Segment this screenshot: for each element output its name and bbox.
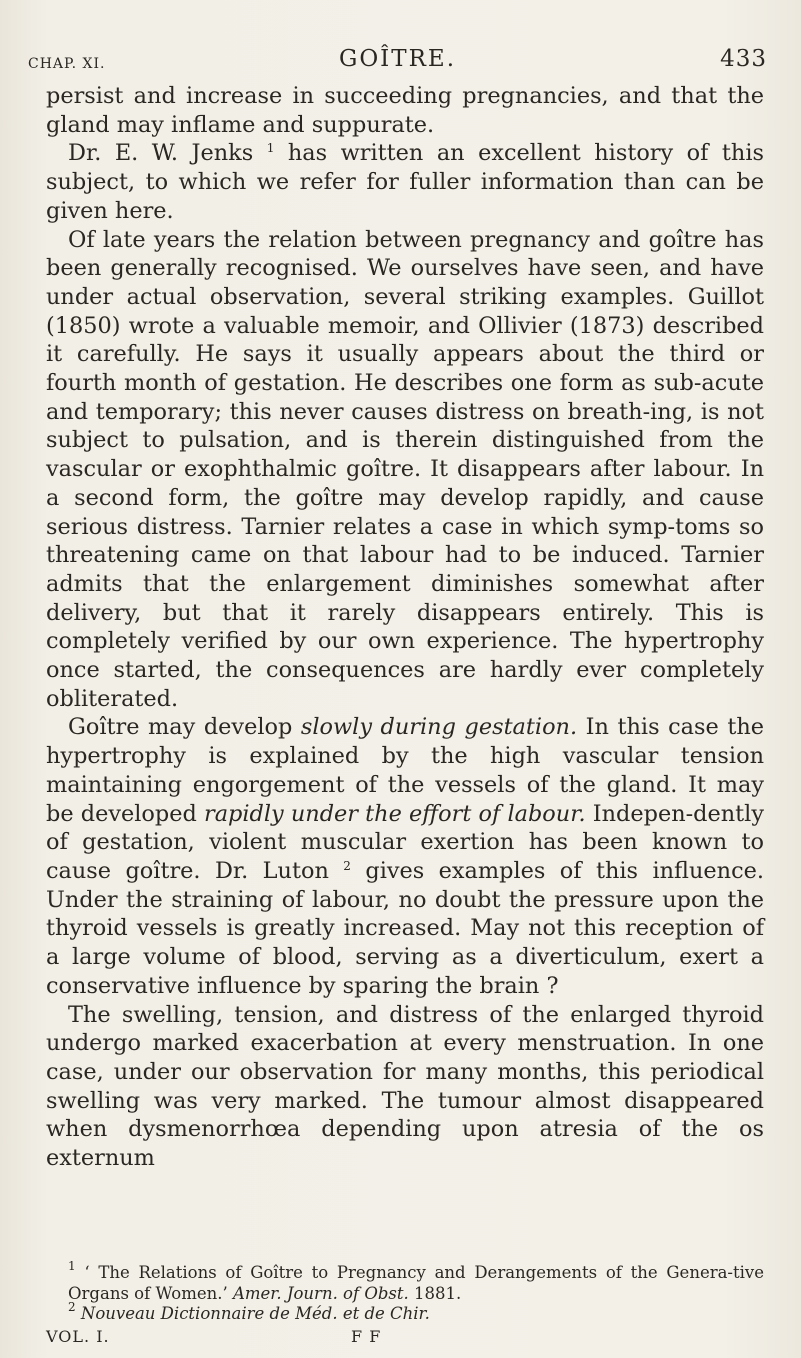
text-run: gives examples of this influence. Under the straining of labour, no doubt the pressure upon the thyroid vessels is greatly increased. May not this reception of a large volume of blood, serving as a diverticulum, exert a conservative influence by sparing the brain ? bbox=[46, 857, 764, 999]
footnote bbox=[46, 1300, 764, 1325]
paragraph bbox=[46, 713, 764, 1000]
chapter-label: CHAP. XI. bbox=[28, 56, 106, 72]
footnote-marker: 1 bbox=[68, 1259, 76, 1273]
emphasis-text: Amer. Journ. of Obst. bbox=[232, 1283, 409, 1303]
text-run: Indepen-dently of gestation, violent muscular exertion has been known to cause goître. Dr. Luton bbox=[46, 800, 764, 884]
text-run: 1881. bbox=[408, 1283, 462, 1303]
footnotes bbox=[46, 1259, 764, 1325]
paragraph bbox=[46, 82, 764, 139]
text-run: The swelling, tension, and distress of the enlarged thyroid undergo marked exacerbation at every menstruation. In one case, under our observation for many months, this periodical swelling was very marked. The tumour almost disappeared when dysmenorrhœa depending upon atresia of the os externum bbox=[46, 1001, 764, 1172]
footnote bbox=[46, 1259, 764, 1304]
page-footer bbox=[46, 1327, 661, 1351]
footnote-marker: 2 bbox=[343, 858, 351, 873]
emphasis-text: Nouveau Dictionnaire de Méd. et de Chir. bbox=[80, 1304, 430, 1323]
text-run: Dr. E. W. Jenks bbox=[68, 140, 267, 167]
emphasis-text: slowly during gestation. bbox=[300, 714, 578, 741]
paragraph bbox=[46, 139, 764, 225]
paragraph bbox=[46, 226, 764, 714]
footnote-marker: 1 bbox=[266, 141, 275, 156]
emphasis-text: rapidly under the effort of labour. bbox=[204, 800, 586, 827]
text-run: Goître may develop bbox=[68, 714, 301, 741]
signature-mark: F F bbox=[351, 1327, 382, 1346]
page-number: 433 bbox=[720, 46, 767, 72]
paragraph bbox=[46, 1001, 764, 1173]
volume-label: VOL. I. bbox=[46, 1327, 110, 1346]
footnote-marker: 2 bbox=[68, 1300, 76, 1314]
body-text bbox=[46, 82, 764, 1173]
text-run: In this case the hypertrophy is explained by the high vascular tension maintaining engorgement of the vessels of the gland. It may be developed bbox=[46, 714, 764, 827]
text-run: persist and increase in succeeding pregnancies, and that the gland may inflame and suppurate. bbox=[46, 83, 764, 138]
text-run: ‘ The Relations of Goître to Pregnancy and Derangements of the Genera-tive Organs of Women.’ bbox=[68, 1263, 764, 1303]
text-run: Of late years the relation between pregnancy and goître has been generally recognised. We ourselves have seen, and have under actual observation, several striking examples. Guillot (1850) wrote a valuable memoir, and Ollivier (1873) described it carefully. He says it usually appears about the third or fourth month of gestation. He describes one form as sub-acute and temporary; this never causes distress on breath-ing, is not subject to pulsation, and is therein distinguished from the vascular or exophthalmic goître. It disappears after labour. In a second form, the goître may develop rapidly, and cause serious distress. Tarnier relates a case in which symp-toms so threatening came on that labour had to be induced. Tarnier admits that the enlargement diminishes somewhat after delivery, but that it rarely disappears entirely. This is completely verified by our own experience. The hypertrophy once started, the consequences are hardly ever completely obliterated. bbox=[46, 226, 764, 712]
running-title: GOÎTRE. bbox=[338, 46, 457, 72]
running-header bbox=[28, 44, 767, 84]
text-run: has written an excellent history of this subject, to which we refer for fuller information than can be given here. bbox=[46, 140, 765, 224]
